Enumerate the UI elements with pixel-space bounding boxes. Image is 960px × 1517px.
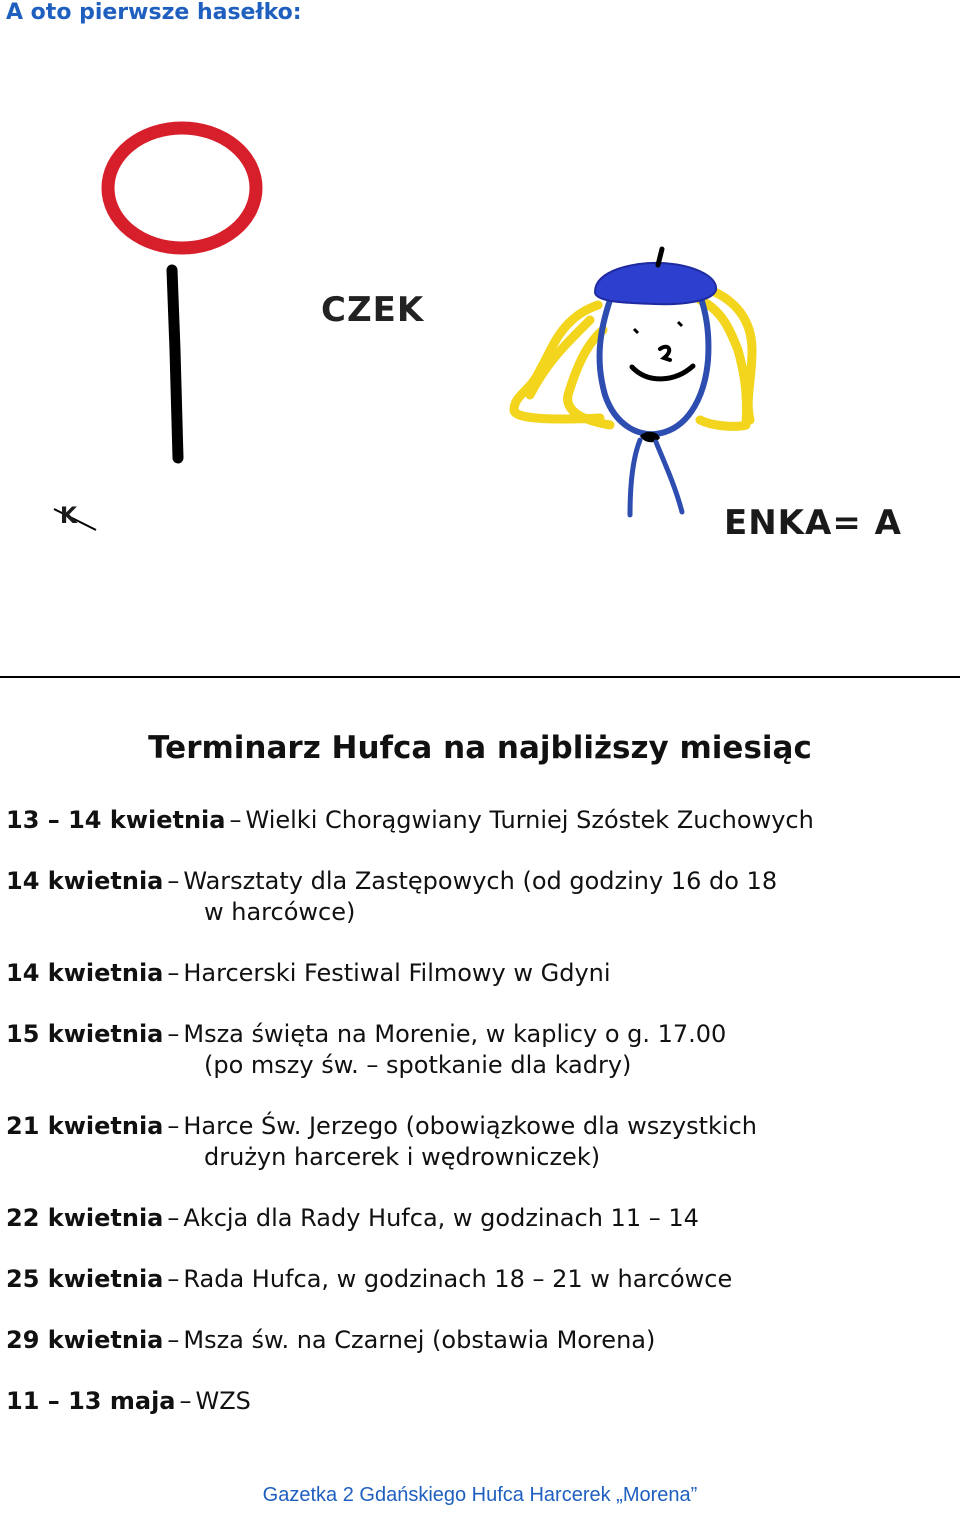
rebus-heading: A oto pierwsze hasełko:	[6, 0, 302, 25]
event-text: Harcerski Festiwal Filmowy w Gdyni	[183, 959, 611, 987]
event-item: 15 kwietnia – Msza święta na Morenie, w kaplicy o g. 17.00 (po mszy św. – spotkanie dla kadry)	[6, 1019, 951, 1081]
event-date: 21 kwietnia	[6, 1112, 164, 1140]
girl-scarf-left	[630, 440, 640, 515]
event-item: 22 kwietnia – Akcja dla Rady Hufca, w godzinach 11 – 14	[6, 1204, 699, 1232]
event-date: 11 – 13 maja	[6, 1387, 176, 1415]
event-item: 13 – 14 kwietnia – Wielki Chorągwiany Turniej Szóstek Zuchowych	[6, 806, 814, 834]
event-date: 22 kwietnia	[6, 1204, 164, 1232]
page-footer: Gazetka 2 Gdańskiego Hufca Harcerek „Morena”	[262, 1484, 698, 1506]
event-item: 14 kwietnia – Harcerski Festiwal Filmowy w Gdyni	[6, 959, 611, 987]
girl-beret	[595, 263, 716, 304]
event-text: Msza święta na Morenie, w kaplicy o g. 17.00	[183, 1020, 727, 1048]
event-item: 11 – 13 maja – WZS	[6, 1387, 251, 1415]
event-text: Rada Hufca, w godzinach 18 – 21 w harcówce	[183, 1265, 733, 1293]
event-text-continued: (po mszy św. – spotkanie dla kadry)	[204, 1051, 632, 1079]
girl-nose	[660, 347, 670, 360]
event-date: 15 kwietnia	[6, 1020, 164, 1048]
girl-eye-left	[634, 329, 638, 333]
girl-hair	[514, 290, 752, 426]
rebus-drawing	[0, 60, 960, 620]
rebus-czek-label: CZEK	[321, 290, 425, 330]
event-date: 29 kwietnia	[6, 1326, 164, 1354]
girl-eye-right	[678, 322, 682, 326]
event-date: 14 kwietnia	[6, 867, 164, 895]
event-date: 14 kwietnia	[6, 959, 164, 987]
event-text: Msza św. na Czarnej (obstawia Morena)	[183, 1326, 656, 1354]
event-text: Warsztaty dla Zastępowych (od godziny 16 do 18	[183, 867, 778, 895]
event-text: WZS	[195, 1387, 251, 1415]
rebus-k-label: K	[60, 504, 78, 529]
event-text-continued: drużyn harcerek i wędrowniczek)	[204, 1143, 601, 1171]
event-date: 25 kwietnia	[6, 1265, 164, 1293]
event-list	[6, 805, 951, 1447]
event-text: Wielki Chorągwiany Turniej Szóstek Zuchowych	[245, 806, 814, 834]
girl-mouth	[632, 366, 693, 379]
girl-scarf-right	[656, 442, 682, 512]
girl-drawing	[514, 249, 752, 515]
event-item: 29 kwietnia – Msza św. na Czarnej (obstawia Morena)	[6, 1326, 656, 1354]
event-item: 25 kwietnia – Rada Hufca, w godzinach 18 – 21 w harcówce	[6, 1265, 733, 1293]
event-text: Harce Św. Jerzego (obowiązkowe dla wszystkich	[183, 1112, 757, 1140]
rebus-ring	[108, 128, 256, 248]
event-date: 13 – 14 kwietnia	[6, 806, 226, 834]
event-item: 14 kwietnia – Warsztaty dla Zastępowych (od godziny 16 do 18 w harcówce)	[6, 866, 951, 928]
rebus-handle	[172, 270, 178, 458]
schedule-title: Terminarz Hufca na najbliższy miesiąc	[148, 730, 812, 766]
rebus-enka-label: ENKA= A	[724, 503, 902, 543]
event-text-continued: w harcówce)	[204, 898, 356, 926]
section-divider	[0, 676, 960, 678]
event-item: 21 kwietnia – Harce Św. Jerzego (obowiązkowe dla wszystkich drużyn harcerek i wędrowniczek)	[6, 1111, 951, 1173]
event-text: Akcja dla Rady Hufca, w godzinach 11 – 14	[183, 1204, 699, 1232]
